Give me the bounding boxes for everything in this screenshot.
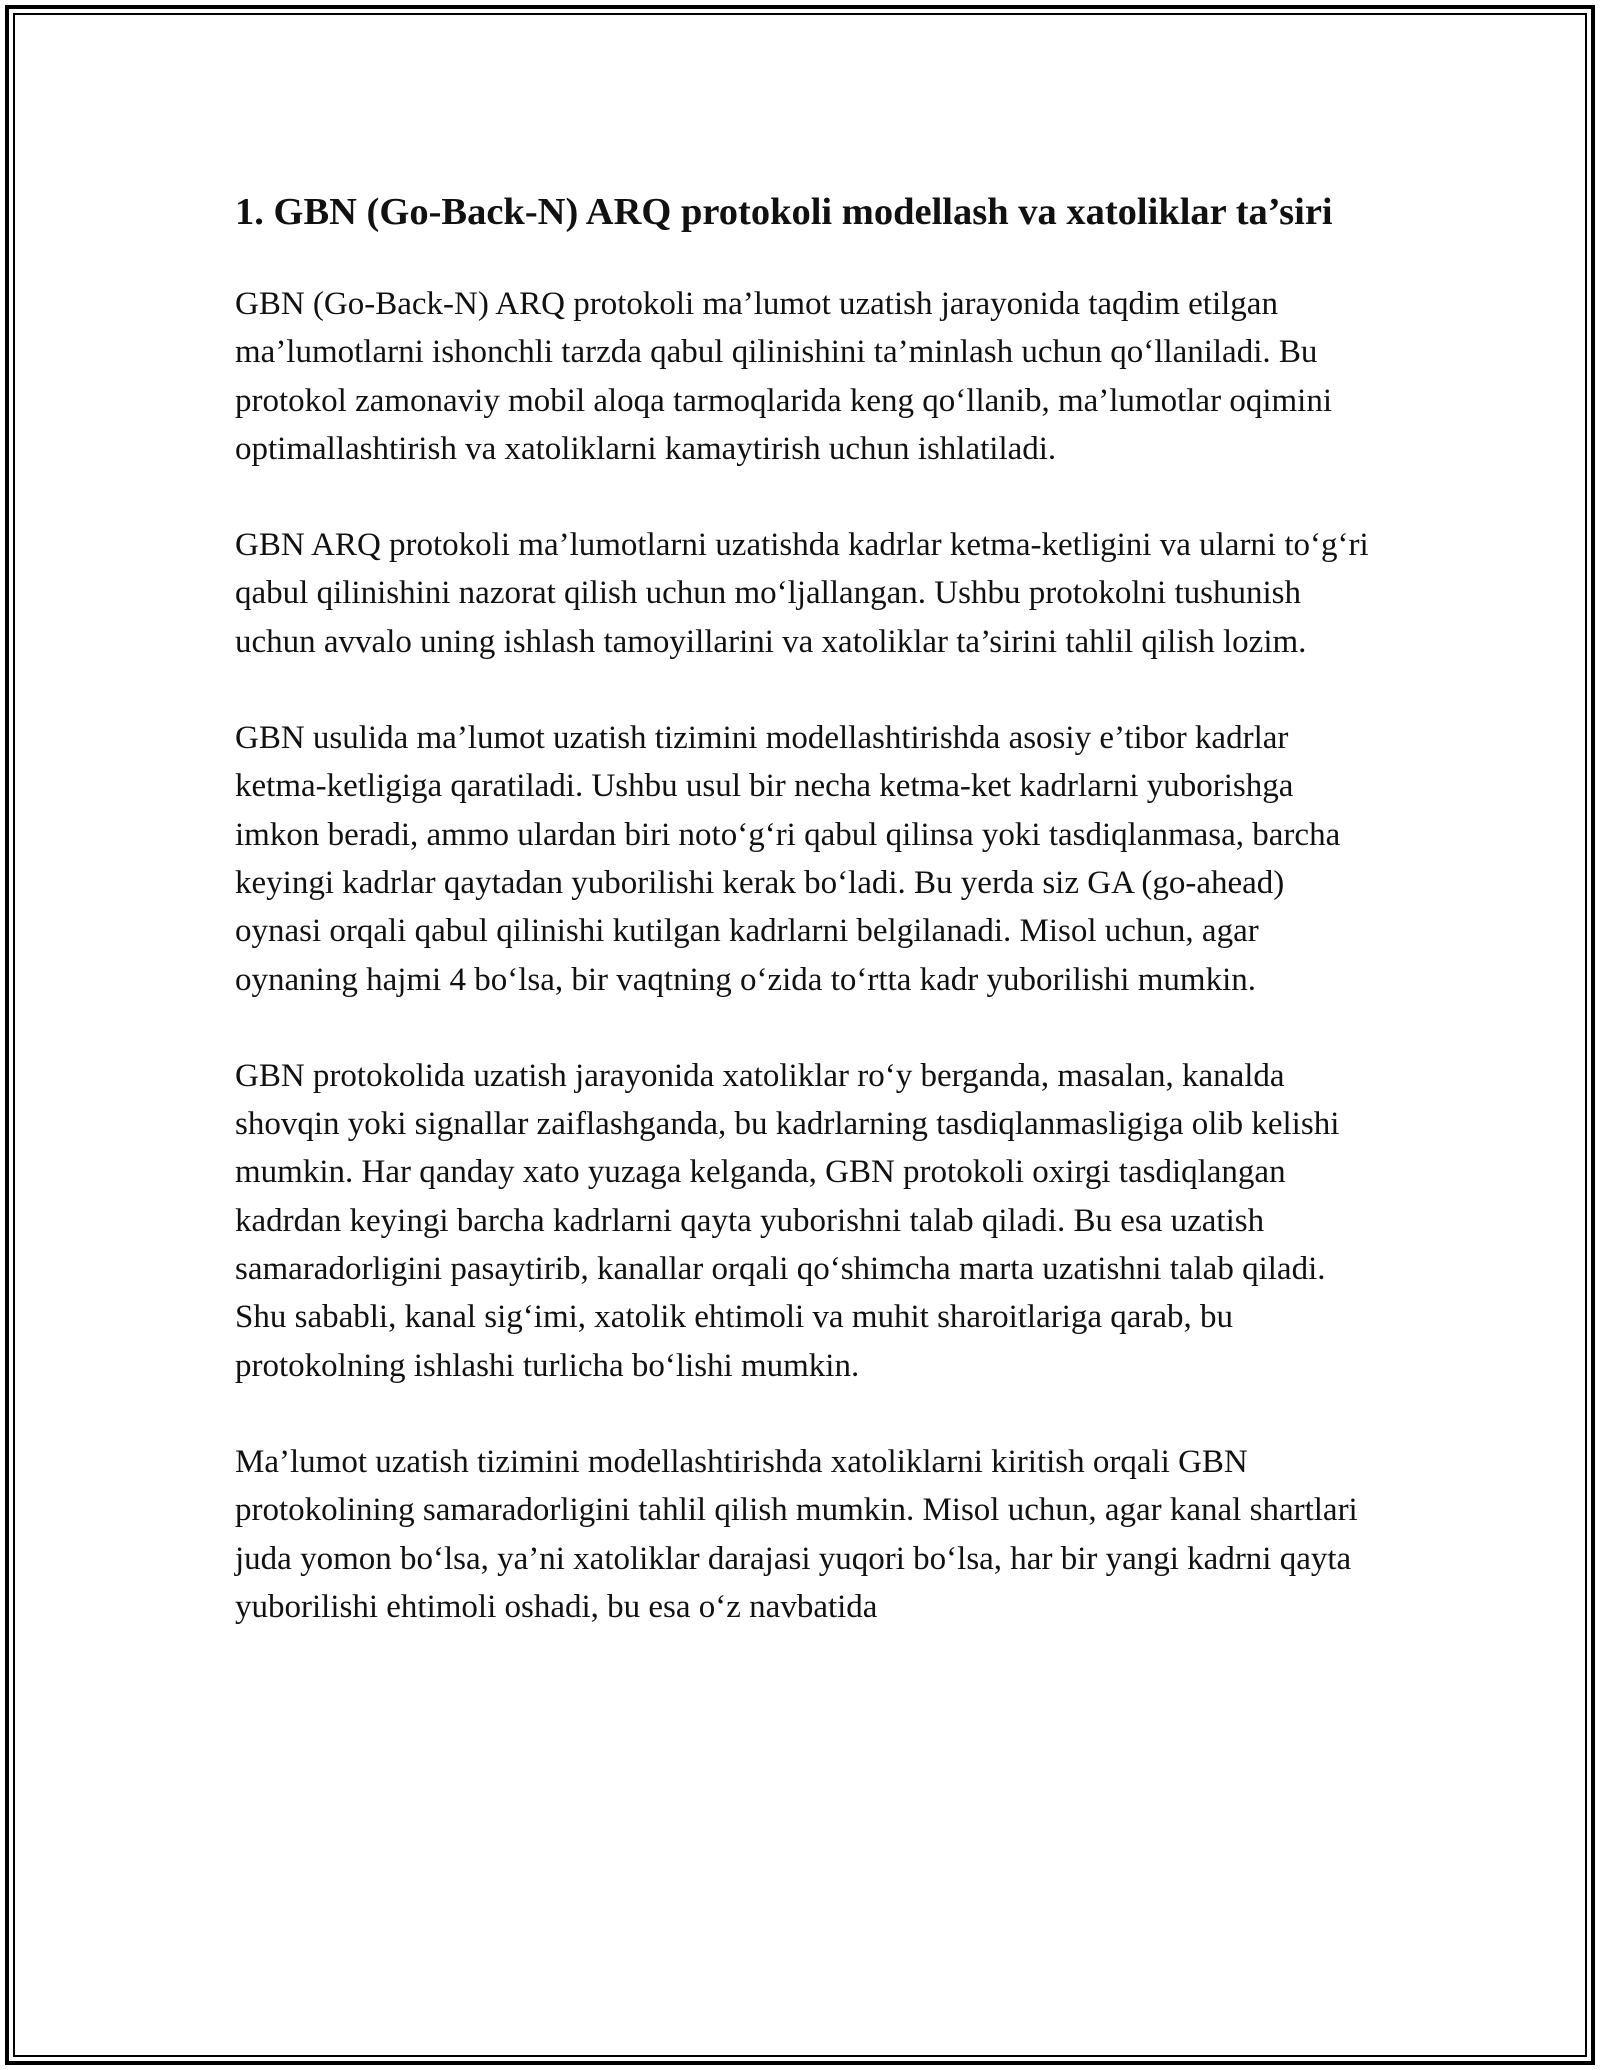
paragraph-errors: GBN protokolida uzatish jarayonida xatoliklar ro‘y berganda, masalan, kanalda shovqin yoki signallar zaiflashganda, bu kadrlarning tasdiqlanmasligiga olib kelishi mumkin. Har qanday xato yuzaga kelganda, GBN protokoli oxirgi tasdiqlangan kadrdan keyingi barcha kadrlarni qayta yuborishni talab qiladi. Bu esa uzatish samaradorligini pasaytirib, kanallar orqali qo‘shimcha marta uzatishni talab qiladi. Shu sababli, kanal sig‘imi, xatolik ehtimoli va muhit sharoitlariga qarab, bu protokolning ishlashi turlicha bo‘lishi mumkin.: [235, 1057, 1340, 1384]
paragraph-modelling: GBN usulida ma’lumot uzatish tizimini modellashtirishda asosiy e’tibor kadrlar ketma-ketligiga qaratiladi. Ushbu usul bir necha ketma-ket kadrlarni yuborishga imkon beradi, ammo ulardan biri noto‘g‘ri qabul qilinsa yoki tasdiqlanmasa, barcha keyingi kadrlar qaytadan yuborilishi kerak bo‘ladi. Bu yerda siz GA (go-ahead) oynasi orqali qabul qilinishi kutilgan kadrlarni belgilanadi. Misol uchun, agar oynaning hajmi 4 bo‘lsa, bir vaqtning o‘zida to‘rtta kadr yuborilishi mumkin.: [235, 720, 1341, 998]
paragraph-purpose: GBN ARQ protokoli ma’lumotlarni uzatishda kadrlar ketma-ketligini va ularni to‘g‘ri qabul qilinishini nazorat qilish uchun mo‘ljallangan. Ushbu protokolni tushunish uchun avvalo uning ishlash tamoyillarini va xatoliklar ta’sirini tahlil qilish lozim.: [235, 527, 1369, 660]
section-heading: 1. GBN (Go-Back-N) ARQ protokoli modellash va xatoliklar ta’siri: [235, 191, 1333, 233]
paragraph-efficiency: Ma’lumot uzatish tizimini modellashtirishda xatoliklarni kiritish orqali GBN protokolining samaradorligini tahlil qilish mumkin. Misol uchun, agar kanal shartlari juda yomon bo‘lsa, ya’ni xatoliklar darajasi yuqori bo‘lsa, har bir yangi kadrni qayta yuborilishi ehtimoli oshadi, bu esa o‘z navbatida: [235, 1443, 1358, 1625]
paragraph-intro: GBN (Go-Back-N) ARQ protokoli ma’lumot uzatish jarayonida taqdim etilgan ma’lumotlarni ishonchli tarzda qabul qilinishini ta’minlash uchun qo‘llaniladi. Bu protokol zamonaviy mobil aloqa tarmoqlarida keng qo‘llanib, ma’lumotlar oqimini optimallashtirish va xatoliklarni kamaytirish uchun ishlatiladi.: [235, 286, 1332, 467]
document-body: [235, 185, 1375, 1679]
